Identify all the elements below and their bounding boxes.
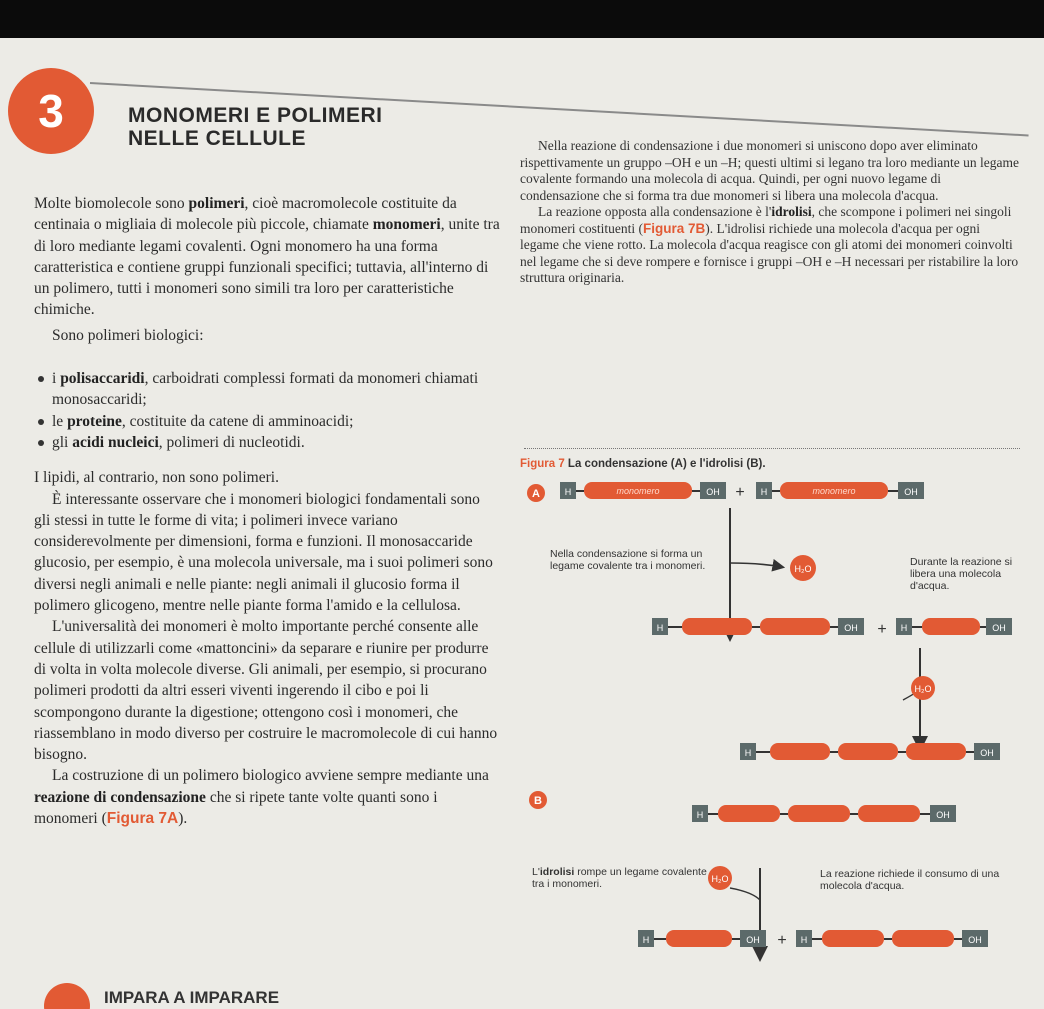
dimer-chain — [652, 618, 1012, 638]
figure-number: Figura 7 — [520, 458, 565, 470]
hydrolysis-water-note-text: La reazione richiede il consumo di una molecola d'acqua. — [820, 868, 1000, 892]
h-label: H — [744, 748, 752, 758]
oh-label: OH — [980, 748, 994, 758]
right-column — [520, 138, 1020, 287]
panel-a-label: A — [532, 488, 540, 500]
plus-sign: + — [735, 484, 745, 501]
h-label: H — [900, 623, 908, 633]
oh-label: OH — [992, 623, 1006, 633]
section-title-line2: NELLE CELLULE — [128, 127, 306, 150]
list-item — [34, 432, 500, 453]
paragraph-reazione-condensazione: Nella reazione di condensazione i due monomeri si uniscono dopo aver eliminato rispettivamente un gruppo –OH e un –H; questi ultimi si legano tra loro mediante un legame covalente formando una molecola di acqua. Quindi, per ogni nuovo legame di condensazione che si forma tra due monomeri si libera una molecola d'acqua. — [520, 138, 1020, 203]
h-label: H — [696, 810, 704, 820]
text: che si ripete tante volte quanti sono i monomeri ( — [34, 788, 438, 828]
water-label: H₂O — [794, 564, 812, 574]
term-polisaccaridi: polisaccaridi — [60, 370, 145, 388]
water-label: H₂O — [914, 684, 932, 694]
hydrolysis-water-note — [820, 868, 1035, 908]
products-row — [638, 930, 988, 949]
text: gli — [52, 433, 73, 451]
polymer-chain — [692, 805, 956, 822]
text: , unite tra di loro mediante legami covalenti. Ogni monomero ha una forma caratteristica e contiene gruppi funzionali specifici; tuttavia, all'interno di un polimero, tutti i monomeri sono simili tra loro per caratteristiche chimiche. — [34, 216, 500, 319]
term-monomeri: monomeri — [372, 216, 441, 234]
paragraph-intro-list: Sono polimeri biologici: — [52, 326, 204, 344]
text: La reazione opposta alla condensazione è l' — [538, 204, 772, 219]
figure-ref[interactable]: Figura 7A — [106, 810, 179, 828]
section-number-badge: 3 — [8, 68, 94, 154]
oh-label: OH — [844, 623, 858, 633]
text: rompe un legame covalente tra i monomeri. — [532, 866, 707, 890]
figure-caption-text: La condensazione (A) e l'idrolisi (B). — [564, 458, 766, 470]
term-acidi-nucleici: acidi nucleici — [72, 433, 159, 451]
oh-label: OH — [706, 487, 720, 497]
term-proteine: proteine — [67, 412, 122, 430]
panel-b-label: B — [534, 795, 542, 807]
left-column — [34, 193, 500, 829]
textbook-page — [0, 38, 1044, 1009]
list-item — [34, 368, 500, 411]
paragraph-idrolisi — [520, 204, 1020, 287]
hydrolysis-note — [532, 866, 712, 906]
figure-divider — [524, 448, 1020, 450]
paragraph-universalita: L'universalità dei monomeri è molto importante perché consente alle cellule di utilizzarli come «mattoncini» da separare e riunire per produrre di volta in volta molecole diverse. Gli animali, per esempio, si procurano polimeri prodotti da altri esseri viventi ingerendo il cibo e poi li scompongono durante la digestione; ottengono così i monomeri, che riassemblano in modo diverso per costruire le macromolecole di cui hanno bisogno. — [34, 618, 498, 764]
plus-sign: + — [777, 932, 787, 949]
term-polimeri: polimeri — [188, 195, 245, 212]
hydrolysis-note-text — [532, 866, 712, 890]
term-condensazione: reazione di condensazione — [34, 788, 206, 806]
next-section-title: IMPARA A IMPARARE — [104, 988, 280, 1007]
text: , costituite da catene di amminoacidi; — [121, 412, 354, 430]
condensation-water-note — [910, 556, 1035, 606]
text: L' — [532, 866, 540, 878]
text: , carboidrati complessi formati da monomeri chiamati monosaccaridi; — [52, 370, 479, 409]
monomer-label: monomero — [616, 486, 660, 496]
condensation-note-text: Nella condensazione si forma un legame covalente tra i monomeri. — [550, 548, 706, 572]
text: le — [52, 412, 68, 430]
paragraph-monomeri-universali: È interessante osservare che i monomeri biologici fondamentali sono gli stessi in tutte le forme di vita; i polimeri invece variano considerevolmente per dimensioni, forma e funzioni. Il monosaccaride glucosio, per esempio, è una molecola universale, ma i suoi polimeri sono diversi negli animali e nelle piante: negli animali il glucosio forma il polimero glicogeno, mentre nelle piante forma l'amido e la cellulosa. — [34, 490, 493, 615]
condensation-note — [550, 548, 730, 608]
water-label: H₂O — [711, 874, 729, 884]
trimer-chain — [740, 743, 1000, 760]
text: , che scompone i polimeri nei singoli monomeri costituenti ( — [520, 204, 1012, 236]
section-title — [128, 104, 383, 150]
text: La costruzione di un polimero biologico avviene sempre mediante una — [52, 767, 489, 785]
h-label: H — [642, 935, 650, 945]
paragraph-polimeri — [34, 193, 500, 321]
oh-label: OH — [904, 487, 918, 497]
figure-ref[interactable]: Figura 7B — [642, 220, 706, 236]
plus-sign: + — [877, 621, 887, 638]
list-item — [34, 411, 500, 432]
condensation-hydrolysis-diagram — [520, 468, 1040, 968]
oh-label: OH — [746, 935, 760, 945]
paragraph-condensazione — [34, 765, 500, 829]
oh-label: OH — [936, 810, 950, 820]
term-idrolisi: idrolisi — [771, 204, 812, 219]
water-consumption-arrow — [730, 888, 760, 900]
h-label: H — [760, 487, 768, 497]
condensation-water-note-text: Durante la reazione si libera una molecola d'acqua. — [910, 556, 1013, 592]
next-section-badge — [44, 983, 90, 1009]
monomer-label: monomero — [812, 486, 856, 496]
term-idrolisi: idrolisi — [539, 866, 575, 878]
text: i — [52, 370, 61, 388]
h-label: H — [800, 935, 808, 945]
paragraph-lipidi: I lipidi, al contrario, non sono polimeri. — [34, 469, 279, 487]
text: , polimeri di nucleotidi. — [158, 433, 305, 451]
h-label: H — [564, 487, 572, 497]
text: ). L'idrolisi richiede una molecola d'acqua per ogni legame che viene rotto. La molecola d'acqua reagisce con gli atomi dei monomeri coinvolti nel legame che si deve rompere e fornisce i gruppi –OH e –H necessari per ristabilire la loro struttura originaria. — [520, 220, 1019, 285]
water-release-arrow — [730, 563, 782, 567]
h-label: H — [656, 623, 664, 633]
text: ). — [178, 810, 188, 828]
oh-label: OH — [968, 935, 982, 945]
text: Molte biomolecole sono — [34, 195, 189, 212]
text: , cioè macromolecole costituite da centinaia o migliaia di molecole più piccole, chiamate — [34, 195, 457, 234]
section-title-line1: MONOMERI E POLIMERI — [128, 104, 383, 127]
